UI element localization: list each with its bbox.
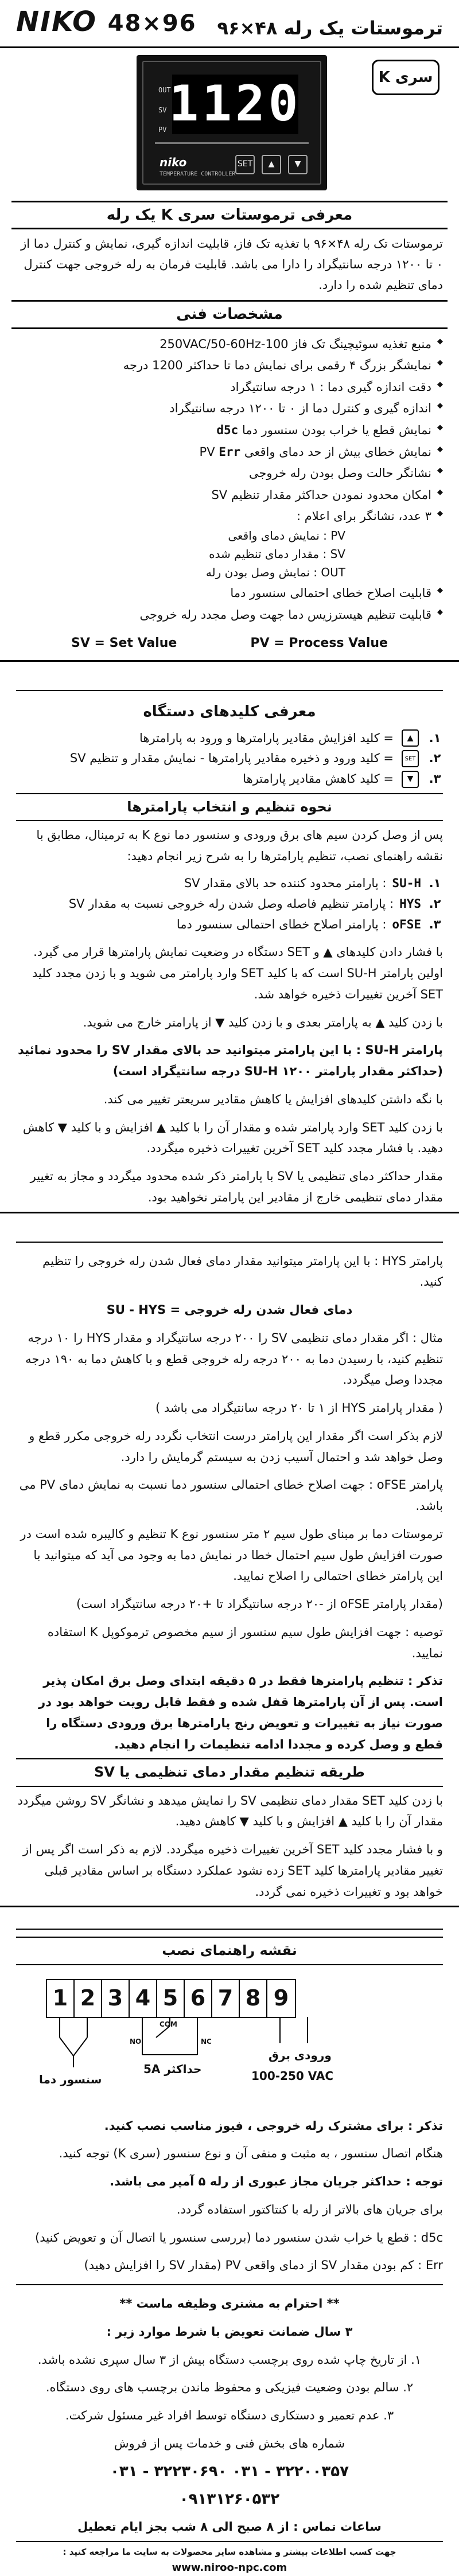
param-code: HYS [399,897,421,911]
terminal: 5 [157,1980,185,2017]
hys-formula: دمای فعال شدن رله خروجی = SU - HYS [106,1303,353,1317]
com-label: COM [160,2020,177,2028]
params-page [16,1242,443,1906]
wiring-diagram [16,1969,443,2112]
terminal: 1 [47,1980,75,2017]
terminal: 2 [75,1980,102,2017]
warranty-item: ۱. از تاریخ چاپ شده روی برچسب دستگاه بیش از ۳ سال سپری نشده باشد. [37,2352,422,2367]
legend-pv: PV = Process Value [250,636,388,651]
hys-title: پارامتر HYS : با این پارامتر میتوانید مقدار دمای فعال شدن رله خروجی را تنظیم کنید. [42,1254,443,1289]
page-divider [0,1906,459,1929]
param-list [16,870,443,938]
spec-item: ◆ امکان محدود نمودن حداکثر مقدار تنظیم SV [16,486,443,505]
spec-item: ◆ ۳ عدد، نشانگر برای اعلام : PV : نمایش دمای واقعی SV : مقدار دمای تنظیم شده OUT : نمایش وصل بودن رله [16,507,443,581]
device-key-up: ▲ [262,155,281,174]
install-note: تذکر : برای مشترک رله خروجی ، فیوز مناسب نصب کنید. [104,2118,443,2133]
install-note: توجه : حداکثر جریان مجاز عبوری از رله ۵ آمپر می باشد. [110,2175,443,2189]
device-key-set: SET [235,155,255,174]
nc-label: NC [201,2037,212,2046]
spec-item: ◆ نمایش خطای بیش از حد دمای واقعی PV Err [16,443,443,462]
setup-title: نحوه تنظیم و انتخاب پارامترها [16,793,443,821]
pv-error-code: Err [219,444,241,459]
spec-item: ◆ نمایش قطع یا خراب بودن سنسور دما d5c [16,421,443,440]
terminal: 6 [185,1980,212,2017]
contact-lead: شماره های بخش فنی و خدمات پس از فروش [114,2436,345,2450]
terminal: 3 [102,1980,130,2017]
setup-para: با زدن کلید SET وارد پارامتر شده و مقدار آن را با کلید ▲ افزایش و با کلید ▼ کاهش دهید. با فشار مجدد کلید SET آخرین تغییرات ذخیره میگردد. [22,1120,443,1156]
website-link[interactable]: www.niroo-npc.com [172,2562,287,2574]
device-face [142,61,321,185]
indicator-out: OUT [158,86,171,94]
install-notes [16,2112,443,2280]
no-label: NO [130,2037,142,2046]
warranty-section [16,2284,443,2576]
indicator-sv-desc: SV : مقدار دمای تنظیم شده [209,547,345,561]
warranty-text: ۳ سال ضمانت تعویض با شرط موارد زیر : [106,2324,353,2339]
intro-text: ترموستات تک رله ۴۸×۹۶ با تغذیه تک فاز، قابلیت اندازه گیری، نمایش و کنترل دما از ۰ تا ۱۲۰۰ درجه سانتیگراد را دارا می باشد. قابلیت فرمان به رله خروجی جهت کنترل دمای تنظیم شده را دارد. [21,237,443,292]
indicator-list [16,526,345,581]
install-note: برای جریان های بالاتر از رله با کنتاکتور استفاده گردد. [176,2202,443,2216]
install-note: d5c : قطع یا خراب شدن سنسور دما (بررسی سنسور یا اتصال آن و تعویض کنید) [35,2230,443,2245]
sv-title: طریقه تنظیم مقدار دمای تنظیمی یا SV [16,1758,443,1786]
spec-item: ◆ دقت اندازه گیری دما : ۱ درجه سانتیگراد [16,378,443,397]
setup-intro: پس از وصل کردن سیم های برق ورودی و سنسور دما نوع K به ترمینال، مطابق با نقشه راهنمای نصب، تنظیم پارامترها را به شرح زیر انجام دهید: [36,828,443,863]
spec-item: ◆ اندازه گیری و کنترل دما از ۰ تا ۱۲۰۰ درجه سانتیگراد [16,399,443,419]
setup-para: با فشار دادن کلیدهای ▲ و SET دستگاه در وضعیت نمایش پارامترها قرار می گیرد. اولین پارامتر SU-H است که با کلید SET وارد پارامتر می شوید و با زدن مجدد کلید SET آخرین تغییرات ذخیره خواهد شد. [32,945,443,1001]
contact-mobile: ۰۹۱۳۱۲۶۰۵۳۲ [179,2490,280,2508]
ofse-range: (مقدار پارامتر oFSE از -۲۰ درجه سانتیگراد تا +۲۰ درجه سانتیگراد است) [76,1597,443,1611]
spec-item: ◆ منبع تغذیه سوئیچینگ تک فاز 100-250VAC/50-60Hz [16,335,443,354]
param-item: ۱. SU-H : پارامتر محدود کننده حد بالای مقدار SV [16,873,443,894]
terminal: 9 [273,1985,289,2011]
device-logo: niko [160,155,187,169]
power-value: 100-250 VAC [251,2068,334,2083]
sensor-label: سنسور دما [39,2072,102,2086]
spec-item: ◆ قابلیت اصلاح خطای احتمالی سنسور دما [16,584,443,603]
indicator-pv: PV [158,126,167,134]
warranty-title: ** احترام به مشتری وظیفه ماست ** [119,2297,340,2311]
wiring-lines [16,1969,443,2112]
spec-item: ◆ نشانگر حالت وصل بودن رله خروجی [16,464,443,483]
param-code: SU-H [392,876,421,891]
warranty-item: ۳. عدم تعمیر و دستکاری دستگاه توسط افراد غیر مسئول شرکت. [65,2409,394,2423]
terminal: 4 [130,1980,157,2017]
key-item: ۱. ▲ = کلید افزایش مقادیر پارامترها و ورود به پارامترها [16,728,443,749]
legend-sv: SV = Set Value [71,636,177,651]
setup-para: پارامتر SU-H : با این پارامتر میتوانید حد بالای مقدار SV را محدود نمائید (حداکثر مقدار پارامتر SU-H ۱۲۰۰ درجه سانتیگراد است) [18,1043,443,1079]
brand-name: NIKO [16,5,97,38]
keys-page [16,690,443,1211]
keys-title: معرفی کلیدهای دستگاه [143,703,316,721]
series-badge: سری K [372,60,439,95]
set-key-icon: SET [402,750,419,767]
warranty-item: ۲. سالم بودن وضعیت فیزیکی و محفوظ ماندن برچسب های روی دستگاه. [45,2380,414,2395]
header [0,0,459,48]
sv-step: با زدن کلید SET مقدار دمای تنظیمی SV را نمایش میدهد و نشانگر SV روشن میگردد مقدار آن را با کلید ▲ افزایش و با کلید ▼ کاهش دهید. [17,1793,443,1829]
contact-phones: ۰۳۱ - ۳۲۲۳۰۶۹۰ ۰۳۱ - ۳۲۲۰۰۳۵۷ [110,2462,349,2480]
device-display: 1120 [172,75,298,134]
indicator-out-desc: OUT : نمایش وصل بودن رله [205,565,345,579]
setup-para: با زدن کلید ▲ به پارامتر بعدی و با زدن کلید ▼ از پارامتر خارج می شوید. [83,1015,443,1029]
specs-title: مشخصات فنی [11,300,448,329]
param-item: ۳. oFSE : پارامتر اصلاح خطای احتمالی سنسور دما [16,915,443,935]
device-image [137,55,327,190]
spec-item: ◆ قابلیت تنظیم هیسترزیس دما جهت وصل مجدد رله خروجی [16,606,443,625]
up-key-icon: ▲ [402,729,419,747]
sv-step: و با فشار مجدد کلید SET آخرین تغییرات ذخیره میگردد. لازم به ذکر است اگر پس از تغییر مقادیر پارامترها کلید SET زده نشود عملکرد دستگاه بر اساس مقادیر قبلی خواهد بود و تغییرات ذخیره نمی گردد. [22,1843,443,1899]
hys-example: مثال : اگر مقدار دمای تنظیمی SV را ۲۰۰ درجه سانتیگراد و مقدار HYS را ۱۰ درجه تنظیم کنید، با رسیدن دما به ۲۰۰ درجه رله خروجی قطع و با کاهش دما به ۱۹۰ درجه مجددا وصل میگردد. [25,1330,443,1387]
indicator-sv: SV [158,106,167,114]
sensor-error-code: d5c [216,423,239,438]
install-note: هنگام اتصال سنسور ، به مثبت و منفی آن و نوع سنسور (سری K) توجه کنید. [59,2146,443,2161]
install-note: Err : کم بودن مقدار SV از دمای واقعی PV (مقدار SV را افزایش دهید) [84,2258,443,2273]
key-item: ۲. SET = کلید ورود و ذخیره مقادیر پارامترها - نمایش مقدار و تنظیم SV [16,748,443,769]
caution-note: تذکر : تنظیم پارامترها فقط در ۵ دقیقه ابتدای وصل برق امکان پذیر است. پس از آن پارامترها قفل شده و فقط قابل رویت خواهد بود در صورت نیاز به تغییرات و تعویض رنج پارامترها برق ورودی دستگاه را قطع و وصل کرده و مجددا ادامه تنظیمات را انجام دهید. [38,1674,443,1751]
indicator-pv-desc: PV : نمایش دمای واقعی [228,529,345,542]
wire-note: توصیه : جهت افزایش طول سیم سنسور از سیم مخصوص ترموکوپل K استفاده نمایید. [47,1625,443,1660]
relay-label: حداکثر 5A [143,2062,202,2076]
install-page [16,1929,443,2576]
page-divider [0,1212,459,1242]
specs-list [0,331,459,631]
setup-para: مقدار حداکثر دمای تنظیمی یا SV با پارامتر ذکر شده محدود میگردد و مجاز به تغییر مقدار دمای تنظیمی خارج از مقادیر این پارامتر نخواهید بود. [30,1169,443,1204]
hys-range: ( مقدار پارامتر HYS از ۱ تا ۲۰ درجه سانتیگراد می باشد ) [155,1401,443,1415]
page-title: ترموستات یک رله ۴۸×۹۶ [217,17,443,40]
contact-hours: ساعات تماس : از ۸ صبح الی ۸ شب بجز ایام تعطیل [77,2520,382,2534]
sensor-note: ترموستات دما بر مبنای طول سیم ۲ متر سنسور نوع K تنظیم و کالیبره شده است در صورت افزایش طول سیم احتمال خطا در نمایش دما به وجود می آید که میتوانید با این پارامتر خطای احتمالی را اصلاح نمایید. [20,1527,443,1583]
key-item: ۳. ▼ = کلید کاهش مقادیر پارامترها [16,769,443,790]
keys-list [16,725,443,793]
device-keys [235,155,308,174]
install-title: نقشه راهنمای نصب [16,1937,443,1965]
device-row [0,48,459,198]
power-label: ورودی برق [269,2048,332,2062]
device-divider [155,142,309,144]
param-item: ۲. HYS : پارامتر تنظیم فاصله وصل شدن رله خروجی نسبت به مقدار SV [16,894,443,915]
hys-note: لازم بذکر است اگر مقدار این پارامتر درست انتخاب نگردد رله خروجی مکرر قطع و وصل خواهد شد و احتمال آسیب زدن به سیستم گرمایش را دارد. [29,1428,443,1464]
terminal: 7 [212,1980,240,2017]
ofse-title: پارامتر oFSE : جهت اصلاح خطای احتمالی سنسور دما نسبت به نمایش دمای PV می باشد. [19,1478,443,1513]
spec-item: ◆ نمایشگر بزرگ ۴ رقمی برای نمایش دما تا حداکثر 1200 درجه [16,356,443,376]
footer-note: جهت کسب اطلاعات بیشتر و مشاهده سایر محصولات به سایت ما مراجعه کنید : [16,2541,443,2560]
device-key-down: ▼ [288,155,308,174]
page-divider [0,660,459,690]
device-model-label: TEMPERATURE CONTROLLER [160,171,236,177]
terminal: 8 [240,1980,267,2017]
param-code: oFSE [392,917,421,931]
intro-title: معرفی ترموستات سری K یک رله [11,201,448,229]
brand-logo [16,1,197,43]
legend [0,630,459,660]
brand-size: 48×96 [107,10,197,37]
setup-para: با نگه داشتن کلیدهای افزایش یا کاهش مقادیر سریعتر تغییر می کند. [103,1092,443,1106]
down-key-icon: ▼ [402,771,419,788]
